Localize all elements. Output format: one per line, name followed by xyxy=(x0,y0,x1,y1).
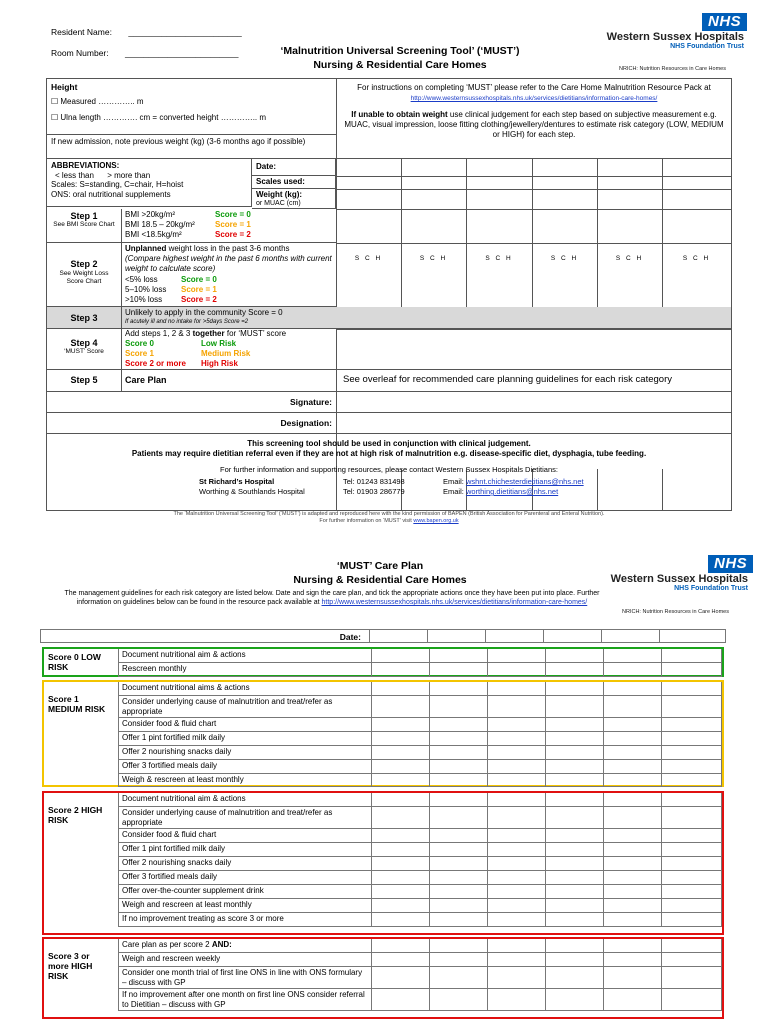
tick-cell[interactable] xyxy=(546,807,604,829)
unable-weight-text: use clinical judgement for each step based on subjective measurement e.g. MUAC, visual impression, loose fitting clothing/jewellery/dentures to estimate risk category (LOW, MEDIUM or HIGH) for each step. xyxy=(344,110,724,139)
sch-col-5[interactable]: S C H xyxy=(615,255,644,262)
tick-cell[interactable] xyxy=(546,732,604,746)
care-plan-item: Offer 2 nourishing snacks daily xyxy=(118,857,372,871)
tick-cell[interactable] xyxy=(662,829,722,843)
score0-label: Score 0 LOW RISK xyxy=(48,652,101,672)
score3-box xyxy=(42,937,724,1019)
tick-cell[interactable] xyxy=(372,696,430,718)
care-plan-item: Offer 3 fortified meals daily xyxy=(118,871,372,885)
form-footer xyxy=(47,437,731,475)
tick-cell[interactable] xyxy=(604,843,662,857)
tick-cell[interactable] xyxy=(372,682,430,696)
tick-cell[interactable] xyxy=(488,989,546,1011)
tick-cell[interactable] xyxy=(604,649,662,663)
st-richards-label: St Richard’s Hospital xyxy=(199,477,275,486)
step1-row xyxy=(47,209,336,243)
tick-cell[interactable] xyxy=(372,939,430,953)
care-plan-item xyxy=(118,939,372,953)
tick-cell[interactable] xyxy=(604,663,662,677)
tick-cell[interactable] xyxy=(662,885,722,899)
tick-cell[interactable] xyxy=(430,829,488,843)
resident-name-label: Resident Name: xyxy=(51,27,112,37)
care-plan-item-bold: AND: xyxy=(211,940,232,949)
tick-cell[interactable] xyxy=(430,939,488,953)
tick-cell[interactable] xyxy=(372,967,430,989)
step4-low-risk: Low Risk xyxy=(201,339,237,348)
tick-cell[interactable] xyxy=(546,953,604,967)
tick-cell[interactable] xyxy=(604,829,662,843)
abbrev-less-more: < less than > more than xyxy=(55,170,151,180)
care-plan-item: Weigh and rescreen at least monthly xyxy=(118,899,372,913)
tick-cell[interactable] xyxy=(662,718,722,732)
worthing-label: Worthing & Southlands Hospital xyxy=(199,487,305,496)
tick-cell[interactable] xyxy=(546,760,604,774)
tick-cell[interactable] xyxy=(604,760,662,774)
tick-cell[interactable] xyxy=(546,843,604,857)
wl3-score: Score = 2 xyxy=(181,295,217,304)
page-subtitle: Nursing & Residential Care Homes xyxy=(313,59,487,71)
care-plan-item-text: Care plan as per score 2 xyxy=(122,940,212,949)
designation-label: Designation: xyxy=(280,418,332,428)
care-plan-item: Document nutritional aim & actions xyxy=(118,649,372,663)
tick-cell[interactable] xyxy=(662,793,722,807)
trust-subtitle-2: NHS Foundation Trust xyxy=(674,585,748,592)
tick-cell[interactable] xyxy=(662,732,722,746)
care-plan-item: If no improvement treating as score 3 or more xyxy=(118,913,372,927)
tick-cell[interactable] xyxy=(546,967,604,989)
tick-cell[interactable] xyxy=(546,746,604,760)
tick-cell[interactable] xyxy=(604,939,662,953)
room-number-row xyxy=(51,48,238,58)
tick-cell[interactable] xyxy=(488,885,546,899)
tick-cell[interactable] xyxy=(604,807,662,829)
room-number-label: Room Number: xyxy=(51,48,109,58)
tick-cell[interactable] xyxy=(604,953,662,967)
date-label: Date: xyxy=(252,159,336,176)
nhs-logo-2: NHS xyxy=(708,555,753,573)
care-plan-item: Consider underlying cause of malnutrition and treat/refer as appropriate xyxy=(118,696,372,718)
st-richards-email-link[interactable]: wshnt.chichesterdietitians@nhs.net xyxy=(465,477,584,486)
tick-cell[interactable] xyxy=(604,793,662,807)
care-plan-item: If no improvement after one month on first line ONS consider referral to Dietitian – discuss with GP xyxy=(118,989,372,1011)
tick-cell[interactable] xyxy=(662,663,722,677)
care-plan-item: Weigh & rescreen at least monthly xyxy=(118,774,372,787)
tick-cell[interactable] xyxy=(488,807,546,829)
care-plan-intro xyxy=(56,589,608,607)
tick-cell[interactable] xyxy=(372,829,430,843)
care-plan-item: Consider food & fluid chart xyxy=(118,829,372,843)
date-cell[interactable] xyxy=(659,630,717,642)
tick-cell[interactable] xyxy=(488,682,546,696)
tick-cell[interactable] xyxy=(430,774,488,787)
score2-box xyxy=(42,791,724,935)
bapen-note xyxy=(46,511,732,525)
care-plan-item: Offer 1 pint fortified milk daily xyxy=(118,732,372,746)
care-plan-item: Document nutritional aim & actions xyxy=(118,793,372,807)
step3-text: Unlikely to apply in the community Score = 0 xyxy=(125,308,283,317)
tick-cell[interactable] xyxy=(604,732,662,746)
care-plan-subtitle: Nursing & Residential Care Homes xyxy=(293,574,467,586)
tick-cell[interactable] xyxy=(604,774,662,787)
tick-cell[interactable] xyxy=(430,760,488,774)
tick-cell[interactable] xyxy=(662,939,722,953)
abbrev-ons: ONS: oral nutritional supplements xyxy=(51,189,171,199)
sch-col-2[interactable]: S C H xyxy=(419,255,448,262)
tick-cell[interactable] xyxy=(546,939,604,953)
tick-cell[interactable] xyxy=(372,774,430,787)
step4-sub: ‘MUST’ Score xyxy=(64,348,104,355)
score3-label: Score 3 or more HIGH RISK xyxy=(48,951,93,981)
bmi1: BMI >20kg/m² xyxy=(125,210,176,219)
tick-cell[interactable] xyxy=(430,663,488,677)
tick-cell[interactable] xyxy=(546,793,604,807)
step2-sub: See Weight Loss Score Chart xyxy=(59,270,109,285)
date-cell[interactable] xyxy=(601,630,659,642)
step4-label: Step 4 xyxy=(70,338,98,348)
tick-cell[interactable] xyxy=(546,871,604,885)
unplanned-bold: Unplanned xyxy=(125,244,167,253)
sch-col-3[interactable]: S C H xyxy=(485,255,513,262)
tick-cell[interactable] xyxy=(604,718,662,732)
date-cell[interactable] xyxy=(485,630,543,642)
tick-cell[interactable] xyxy=(488,871,546,885)
weight-loss-italic: (Compare highest weight in the past 6 months with current weight to calculate score) xyxy=(125,254,332,273)
scales-used-label: Scales used: xyxy=(252,176,336,189)
care-plan-item: Document nutritional aims & actions xyxy=(118,682,372,696)
care-plan-item: Offer 1 pint fortified milk daily xyxy=(118,843,372,857)
bmi1-score: Score = 0 xyxy=(215,210,251,219)
tick-cell[interactable] xyxy=(372,843,430,857)
muac-label: or MUAC (cm) xyxy=(256,200,301,207)
weight-label-cell xyxy=(252,189,336,209)
tick-cell[interactable] xyxy=(430,649,488,663)
instructions-block xyxy=(337,79,731,159)
tick-cell[interactable] xyxy=(372,746,430,760)
weight-label: Weight (kg): xyxy=(256,190,303,199)
tick-cell[interactable] xyxy=(430,989,488,1011)
nrich-label-2: NRICH: Nutrition Resources in Care Homes xyxy=(622,609,729,615)
tick-cell[interactable] xyxy=(488,718,546,732)
step4-text-bold: together xyxy=(192,329,225,338)
care-plan-label: Care Plan xyxy=(125,375,167,385)
step2-row xyxy=(47,243,336,307)
tick-cell[interactable] xyxy=(430,843,488,857)
tick-cell[interactable] xyxy=(604,913,662,927)
tick-cell[interactable] xyxy=(662,913,722,927)
tick-cell[interactable] xyxy=(488,774,546,787)
tick-cell[interactable] xyxy=(372,732,430,746)
tick-cell[interactable] xyxy=(430,953,488,967)
tick-cell[interactable] xyxy=(430,746,488,760)
bmi2: BMI 18.5 – 20kg/m² xyxy=(125,220,195,229)
step4-score0: Score 0 xyxy=(125,339,154,348)
step4-score1: Score 1 xyxy=(125,349,154,358)
page-title: ‘Malnutrition Universal Screening Tool’ (‘MUST’) xyxy=(280,45,520,57)
tick-cell[interactable] xyxy=(546,913,604,927)
tick-cell[interactable] xyxy=(662,746,722,760)
bmi2-score: Score = 1 xyxy=(215,220,251,229)
tick-cell[interactable] xyxy=(430,967,488,989)
score2-label: Score 2 HIGH RISK xyxy=(48,805,103,825)
care-plan-item: Consider underlying cause of malnutrition and treat/refer as appropriate xyxy=(118,807,372,829)
contacts-block xyxy=(199,477,584,497)
tick-cell[interactable] xyxy=(546,682,604,696)
tick-cell[interactable] xyxy=(604,696,662,718)
worthing-tel: Tel: 01903 286779 xyxy=(343,487,405,496)
step5-label: Step 5 xyxy=(47,369,122,391)
tick-cell[interactable] xyxy=(488,649,546,663)
tick-cell[interactable] xyxy=(488,760,546,774)
care-plan-date-label: Date: xyxy=(339,632,361,642)
tick-cell[interactable] xyxy=(662,871,722,885)
date-cell[interactable] xyxy=(369,630,427,642)
abbreviations-title: ABBREVIATIONS: xyxy=(51,161,120,170)
wl1-score: Score = 0 xyxy=(181,275,217,284)
step3-small: If acutely ill and no intake for >5days Score =2 xyxy=(125,319,249,325)
resource-pack-link[interactable]: http://www.westernsussexhospitals.nhs.uk/services/dietitians/information-care-homes/ xyxy=(410,95,658,102)
step5-row xyxy=(47,369,731,391)
tick-cell[interactable] xyxy=(488,843,546,857)
wl2: 5–10% loss xyxy=(125,285,167,294)
care-plan-item: Consider food & fluid chart xyxy=(118,718,372,732)
instructions-text: For instructions on completing ‘MUST’ please refer to the Care Home Malnutrition Resource Pack at xyxy=(357,83,711,92)
sch-col-1[interactable]: S C H xyxy=(354,255,383,262)
step3-row xyxy=(47,307,731,329)
bmi3: BMI <18.5kg/m² xyxy=(125,230,182,239)
tick-cell[interactable] xyxy=(488,793,546,807)
tick-cell[interactable] xyxy=(430,793,488,807)
abbreviations-block xyxy=(47,159,252,207)
tick-cell[interactable] xyxy=(372,953,430,967)
nrich-label: NRICH: Nutrition Resources in Care Homes xyxy=(619,66,726,72)
date-cell[interactable] xyxy=(543,630,601,642)
tick-cell[interactable] xyxy=(662,843,722,857)
tick-cell[interactable] xyxy=(488,696,546,718)
trust-subtitle: NHS Foundation Trust xyxy=(670,43,744,50)
sch-col-6[interactable]: S C H xyxy=(682,255,711,262)
care-plan-title: ‘MUST’ Care Plan xyxy=(336,560,424,572)
tick-cell[interactable] xyxy=(662,967,722,989)
tick-cell[interactable] xyxy=(430,718,488,732)
signature-label: Signature: xyxy=(289,397,332,407)
tick-cell[interactable] xyxy=(546,885,604,899)
care-plan-item: Weigh and rescreen weekly xyxy=(118,953,372,967)
tick-cell[interactable] xyxy=(604,857,662,871)
bapen-note-text-2: For further information on ‘MUST’ visit xyxy=(319,518,412,524)
tick-cell[interactable] xyxy=(488,913,546,927)
footer-info: For further information and supporting resources, please contact Western Sussex Hospitals Dietitians: xyxy=(220,465,558,474)
tick-cell[interactable] xyxy=(546,829,604,843)
tick-cell[interactable] xyxy=(372,885,430,899)
tick-cell[interactable] xyxy=(488,829,546,843)
tick-cell[interactable] xyxy=(430,682,488,696)
tick-cell[interactable] xyxy=(372,649,430,663)
tick-cell[interactable] xyxy=(662,857,722,871)
step4-text-post: for ‘MUST’ score xyxy=(226,329,287,338)
step4-text-pre: Add steps 1, 2 & 3 xyxy=(125,329,191,338)
footer-bold-2: Patients may require dietitian referral even if they are not at high risk of malnutrition e.g. disease-specific diet, dysphagia, tube feeding. xyxy=(131,449,647,458)
tick-cell[interactable] xyxy=(546,696,604,718)
worthing-email-label: Email: xyxy=(443,487,464,496)
tick-cell[interactable] xyxy=(430,857,488,871)
tick-cell[interactable] xyxy=(430,913,488,927)
tick-cell[interactable] xyxy=(546,774,604,787)
tick-cell[interactable] xyxy=(604,967,662,989)
footer-bold-1: This screening tool should be used in conjunction with clinical judgement. xyxy=(247,439,531,448)
tick-cell[interactable] xyxy=(372,871,430,885)
height-block xyxy=(47,79,337,135)
bapen-note-text: The ‘Malnutrition Universal Screening Tool’ (‘MUST’) is adapted and reproduced here with the kind permission of BAPEN (British Association for Parenteral and Enteral Nutrition). xyxy=(173,511,605,517)
tick-cell[interactable] xyxy=(546,857,604,871)
tick-cell[interactable] xyxy=(488,967,546,989)
must-form xyxy=(46,78,732,511)
step4-row xyxy=(47,329,336,369)
bmi3-score: Score = 2 xyxy=(215,230,251,239)
tick-cell[interactable] xyxy=(546,989,604,1011)
see-overleaf-text: See overleaf for recommended care planning guidelines for each risk category xyxy=(343,374,672,385)
tick-cell[interactable] xyxy=(372,899,430,913)
tick-cell[interactable] xyxy=(372,913,430,927)
resident-name-field[interactable]: ________________________ xyxy=(128,27,242,37)
tick-cell[interactable] xyxy=(488,953,546,967)
height-label: Height xyxy=(51,82,78,92)
tick-cell[interactable] xyxy=(604,682,662,696)
tick-cell[interactable] xyxy=(372,793,430,807)
wl1: <5% loss xyxy=(125,275,158,284)
date-cell[interactable] xyxy=(427,630,485,642)
tick-cell[interactable] xyxy=(372,663,430,677)
wl2-score: Score = 1 xyxy=(181,285,217,294)
tick-cell[interactable] xyxy=(604,899,662,913)
score1-label: Score 1 MEDIUM RISK xyxy=(48,694,106,714)
tick-cell[interactable] xyxy=(430,807,488,829)
care-plan-item: Rescreen monthly xyxy=(118,663,372,677)
step4-score2: Score 2 or more xyxy=(125,359,186,368)
care-plan-item: Offer 3 fortified meals daily xyxy=(118,760,372,774)
step2-label: Step 2 xyxy=(70,259,98,269)
tick-cell[interactable] xyxy=(662,649,722,663)
tick-cell[interactable] xyxy=(546,718,604,732)
step4-high-risk: High Risk xyxy=(201,359,238,368)
intro-link[interactable]: http://www.westernsussexhospitals.nhs.uk/services/dietitians/information-care-homes/ xyxy=(321,599,588,606)
tick-cell[interactable] xyxy=(604,989,662,1011)
worthing-email-link[interactable]: worthing.dietitians@nhs.net xyxy=(465,487,559,496)
abbrev-scales: Scales: S=standing, C=chair, H=hoist xyxy=(51,180,184,189)
tick-cell[interactable] xyxy=(372,760,430,774)
tick-cell[interactable] xyxy=(546,899,604,913)
tick-cell[interactable] xyxy=(662,989,722,1011)
tick-cell[interactable] xyxy=(430,732,488,746)
tick-cell[interactable] xyxy=(372,807,430,829)
new-admission-note: If new admission, note previous weight (kg) (3-6 months ago if possible) xyxy=(47,135,337,159)
score0-box xyxy=(42,647,724,677)
tick-cell[interactable] xyxy=(488,857,546,871)
tick-cell[interactable] xyxy=(488,899,546,913)
care-plan-item: Consider one month trial of first line ONS in line with ONS formulary – discuss with GP xyxy=(118,967,372,989)
tick-cell[interactable] xyxy=(488,746,546,760)
wl3: >10% loss xyxy=(125,295,163,304)
nhs-logo: NHS xyxy=(702,13,747,31)
weight-loss-text: weight loss in the past 3-6 months xyxy=(168,244,290,253)
tick-cell[interactable] xyxy=(430,696,488,718)
tick-cell[interactable] xyxy=(430,871,488,885)
room-number-field[interactable]: ________________________ xyxy=(125,48,239,58)
step3-label: Step 3 xyxy=(47,307,122,329)
bapen-link[interactable]: www.bapen.org.uk xyxy=(413,518,459,524)
step1-label: Step 1 xyxy=(70,211,98,221)
st-richards-tel: Tel: 01243 831498 xyxy=(343,477,405,486)
care-plan-item: Offer over-the-counter supplement drink xyxy=(118,885,372,899)
tick-cell[interactable] xyxy=(662,696,722,718)
tick-cell[interactable] xyxy=(372,718,430,732)
tick-cell[interactable] xyxy=(604,746,662,760)
sch-col-4[interactable]: S C H xyxy=(550,255,579,262)
tick-cell[interactable] xyxy=(662,807,722,829)
st-richards-email-label: Email: xyxy=(443,477,464,486)
tick-cell[interactable] xyxy=(604,871,662,885)
care-plan-table xyxy=(40,627,726,1024)
tick-cell[interactable] xyxy=(430,899,488,913)
intro-text: The management guidelines for each risk category are listed below. Date and sign the care plan, and tick the appropriate actions once they have been put into place. Further information on guidelines below can be found in the resource pack available at xyxy=(64,590,600,606)
tick-cell[interactable] xyxy=(488,732,546,746)
step1-sub: See BMI Score Chart xyxy=(53,221,115,228)
trust-name-2: Western Sussex Hospitals xyxy=(610,573,748,585)
date-row xyxy=(40,629,726,643)
tick-cell[interactable] xyxy=(546,663,604,677)
trust-name: Western Sussex Hospitals xyxy=(606,31,744,43)
unable-weight-bold: If unable to obtain weight xyxy=(351,110,448,119)
step4-medium-risk: Medium Risk xyxy=(201,349,251,358)
tick-cell[interactable] xyxy=(488,939,546,953)
tick-cell[interactable] xyxy=(372,857,430,871)
score1-box xyxy=(42,680,724,787)
tick-cell[interactable] xyxy=(662,682,722,696)
tick-cell[interactable] xyxy=(662,760,722,774)
tick-cell[interactable] xyxy=(372,989,430,1011)
ulna-length-field[interactable]: ☐ Ulna length …………. cm = converted height ………….. m xyxy=(51,113,267,122)
measured-height-field[interactable]: ☐ Measured ………….. m xyxy=(51,97,144,106)
tick-cell[interactable] xyxy=(662,953,722,967)
tick-cell[interactable] xyxy=(662,774,722,787)
resident-name-row xyxy=(51,27,242,37)
care-plan-item: Offer 2 nourishing snacks daily xyxy=(118,746,372,760)
tick-cell[interactable] xyxy=(604,885,662,899)
tick-cell[interactable] xyxy=(662,899,722,913)
tick-cell[interactable] xyxy=(488,663,546,677)
tick-cell[interactable] xyxy=(546,649,604,663)
tick-cell[interactable] xyxy=(430,885,488,899)
